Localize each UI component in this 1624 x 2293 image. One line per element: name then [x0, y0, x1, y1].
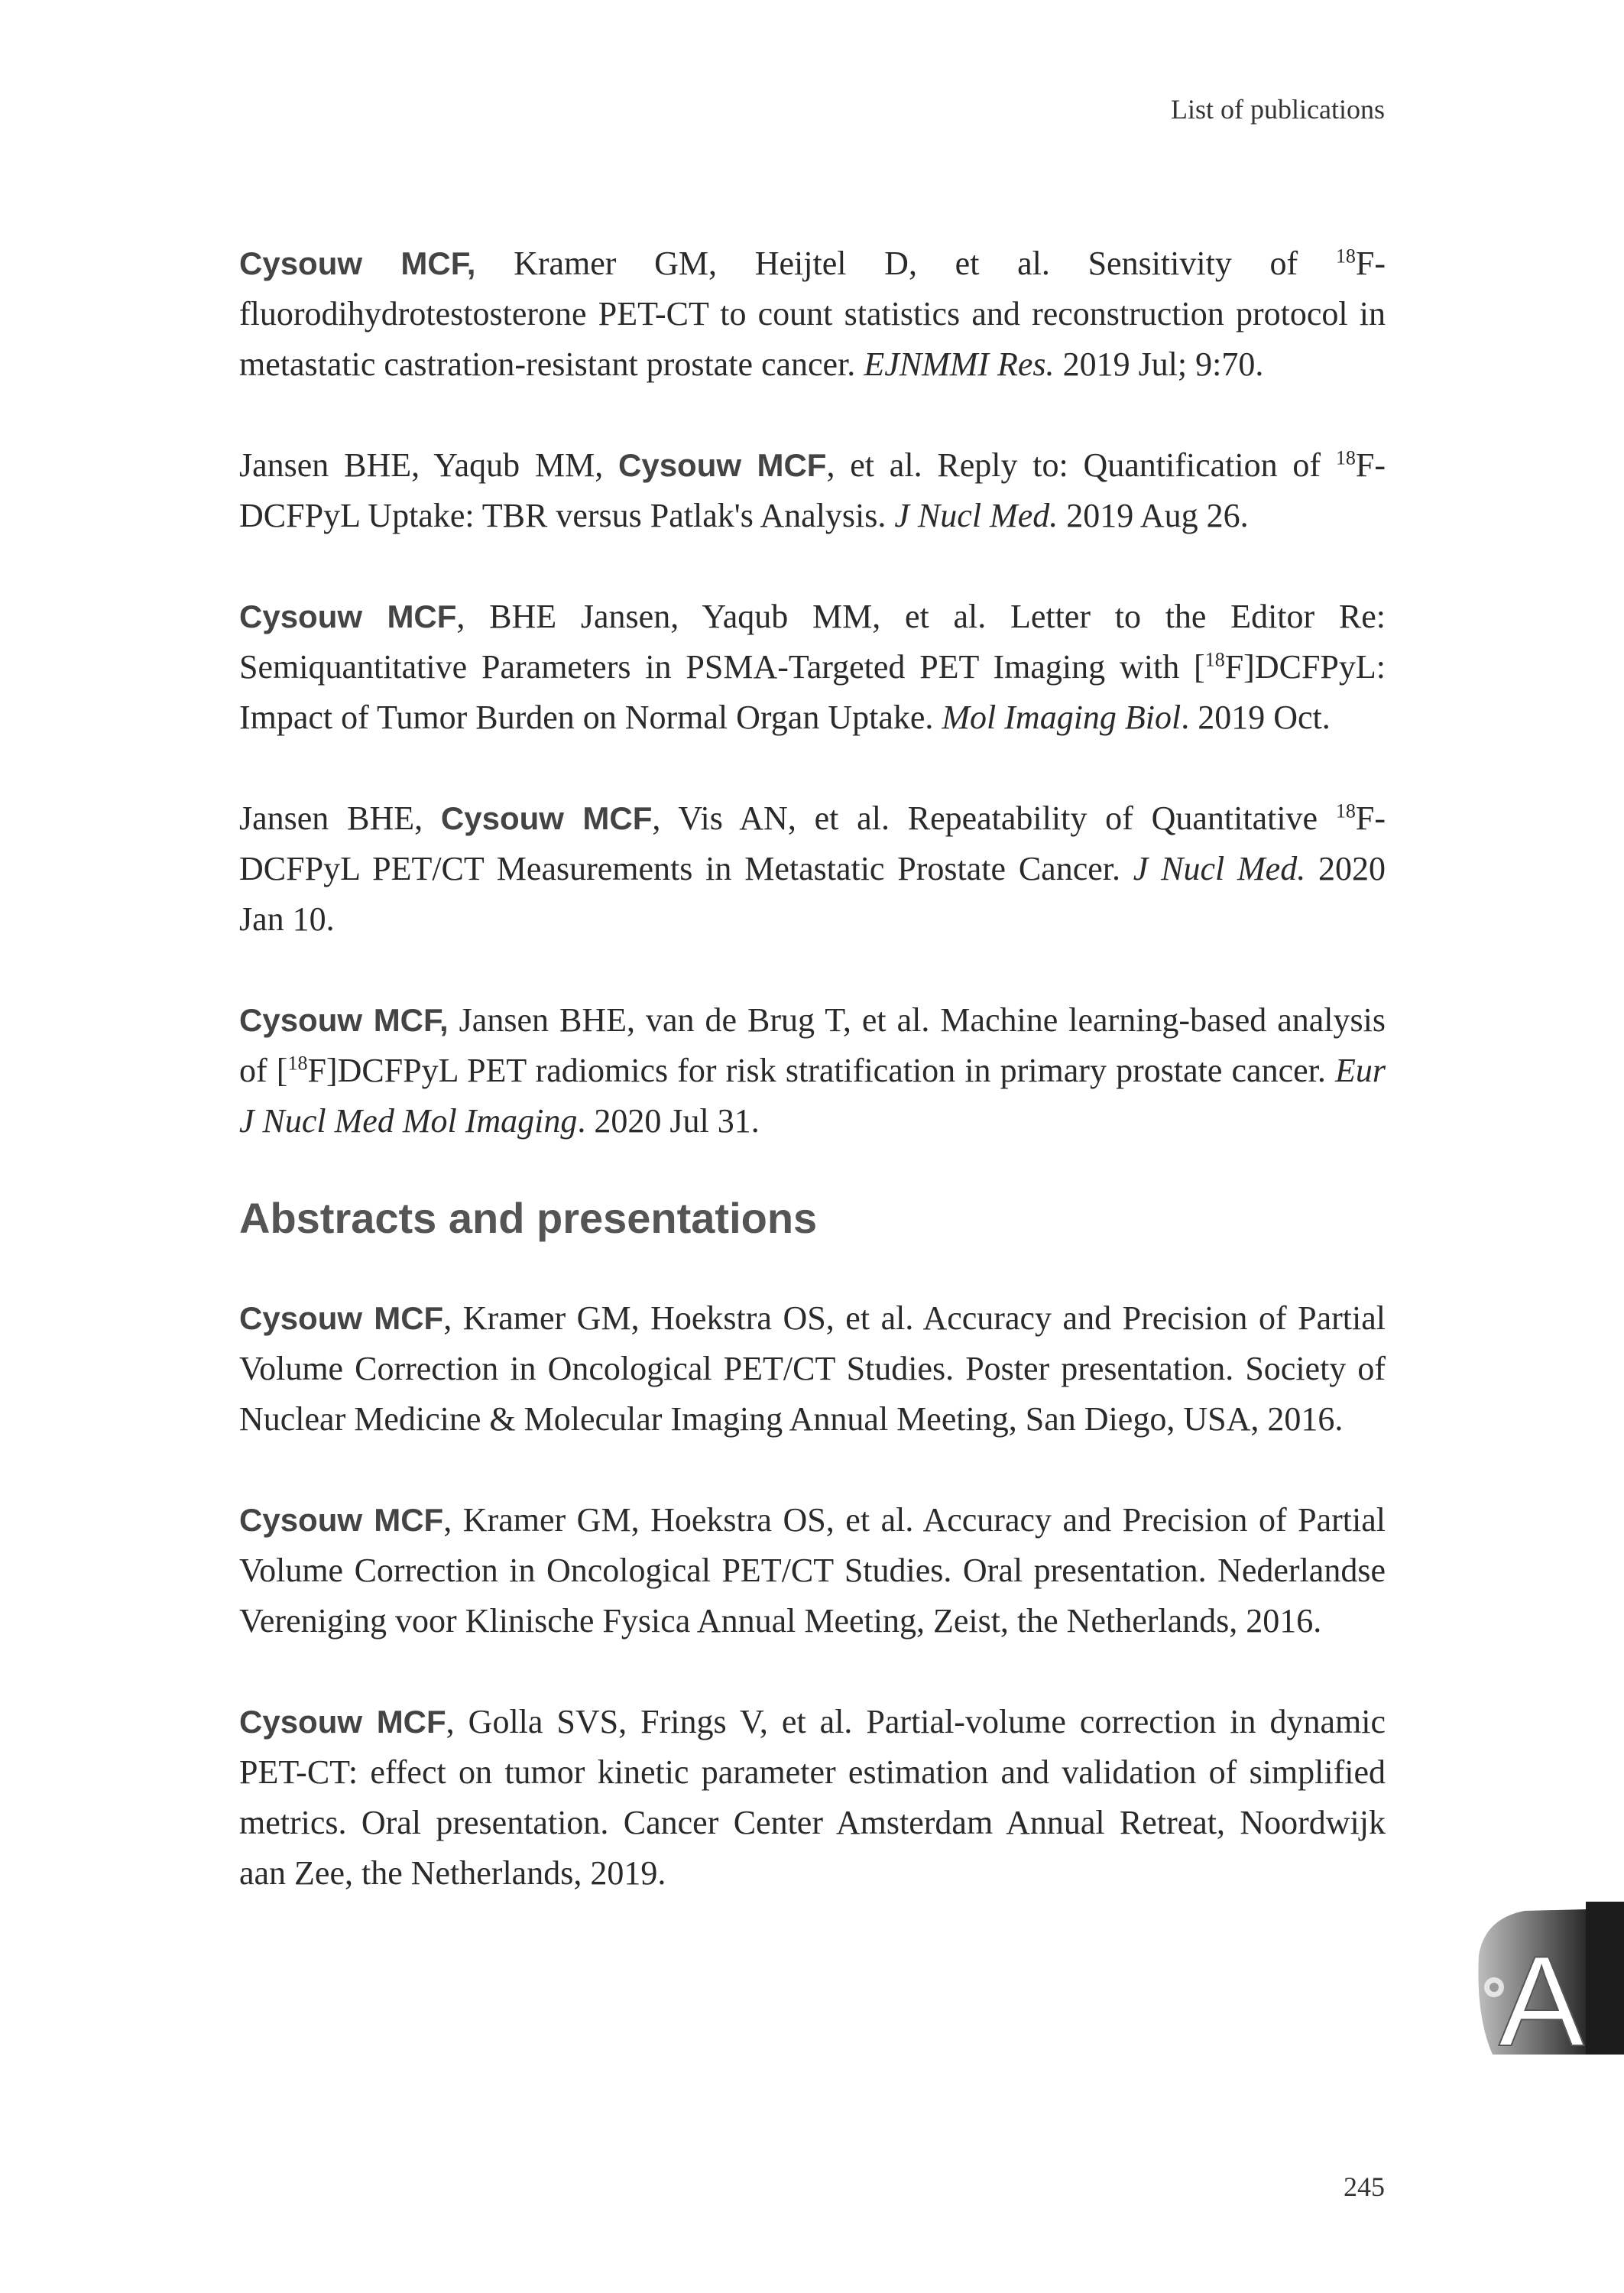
publication-entry: Cysouw MCF, Kramer GM, Heijtel D, et al. Sensitivity of $^{18}$F-fluorodihydrotestosterone PET-CT to count statistics and reconstruction protocol in metastatic castration-resistant prostate cancer. EJNMMI Res. 2019 Jul; 9:70. — [239, 245, 1386, 383]
abstract-entry: Cysouw MCF, Kramer GM, Hoekstra OS, et al. Accuracy and Precision of Partial Volume Correction in Oncological PET/CT Studies. Oral presentation. Nederlandse Vereniging voor Klinische Fysica Annual Meeting, Zeist, the Netherlands, 2016. — [239, 1501, 1386, 1639]
author-highlight: Cysouw MCF — [239, 1502, 444, 1538]
appendix-thumb-tab — [1471, 1902, 1624, 2055]
journal-name: J Nucl Med. — [1133, 850, 1306, 887]
journal-name: EJNMMI Res. — [864, 345, 1055, 383]
journal-name: Mol Imaging Biol — [942, 699, 1182, 736]
publication-entry: Jansen BHE, Yaqub MM, Cysouw MCF, et al. Reply to: Quantification of $^{18}$F-DCFPyL Uptake: TBR versus Patlak's Analysis. J Nucl Med. 2019 Aug 26. — [239, 446, 1386, 534]
abstract-entry: Cysouw MCF, Golla SVS, Frings V, et al. Partial-volume correction in dynamic PET-CT: effect on tumor kinetic parameter estimation and validation of simplified metrics. Oral presentation. Cancer Center Amsterdam Annual Retreat, Noordwijk aan Zee, the Netherlands, 2019. — [239, 1703, 1386, 1892]
author-highlight: Cysouw MCF — [239, 598, 457, 634]
author-highlight: Cysouw MCF, — [239, 245, 476, 281]
page-number: 245 — [1344, 2171, 1385, 2202]
author-highlight: Cysouw MCF, — [239, 1002, 449, 1038]
author-highlight: Cysouw MCF — [239, 1300, 444, 1336]
publication-entry: Cysouw MCF, Jansen BHE, van de Brug T, et al. Machine learning-based analysis of [$^{18}$F]DCFPyL PET radiomics for risk stratification in primary prostate cancer. Eur J Nucl Med Mol Imaging. 2020 Jul 31. — [239, 1001, 1386, 1140]
publication-entry: Cysouw MCF, BHE Jansen, Yaqub MM, et al. Letter to the Editor Re: Semiquantitative Parameters in PSMA-Targeted PET Imaging with [$^{18}$F]DCFPyL: Impact of Tumor Burden on Normal Organ Uptake. Mol Imaging Biol. 2019 Oct. — [239, 598, 1386, 736]
tab-edge — [1586, 1902, 1624, 2055]
author-highlight: Cysouw MCF — [239, 1704, 446, 1740]
appendix-letter: A — [1498, 1929, 1585, 2055]
journal-name: Eur J Nucl Med Mol Imaging — [239, 1052, 1386, 1140]
author-highlight: Cysouw MCF — [618, 447, 827, 483]
journal-name: J Nucl Med. — [894, 497, 1058, 534]
appendix-tab-graphic — [1471, 1902, 1624, 2055]
author-highlight: Cysouw MCF — [440, 800, 653, 836]
running-head: List of publications — [1171, 94, 1385, 125]
section-heading: Abstracts and presentations — [239, 1194, 818, 1242]
abstract-entry: Cysouw MCF, Kramer GM, Hoekstra OS, et al. Accuracy and Precision of Partial Volume Correction in Oncological PET/CT Studies. Poster presentation. Society of Nuclear Medicine & Molecular Imaging Annual Meeting, San Diego, USA, 2016. — [239, 1299, 1386, 1438]
publication-entry: Jansen BHE, Cysouw MCF, Vis AN, et al. Repeatability of Quantitative $^{18}$F-DCFPyL PET/CT Measurements in Metastatic Prostate Cancer. J Nucl Med. 2020 Jan 10. — [239, 799, 1386, 938]
publication-list — [239, 238, 1386, 1949]
